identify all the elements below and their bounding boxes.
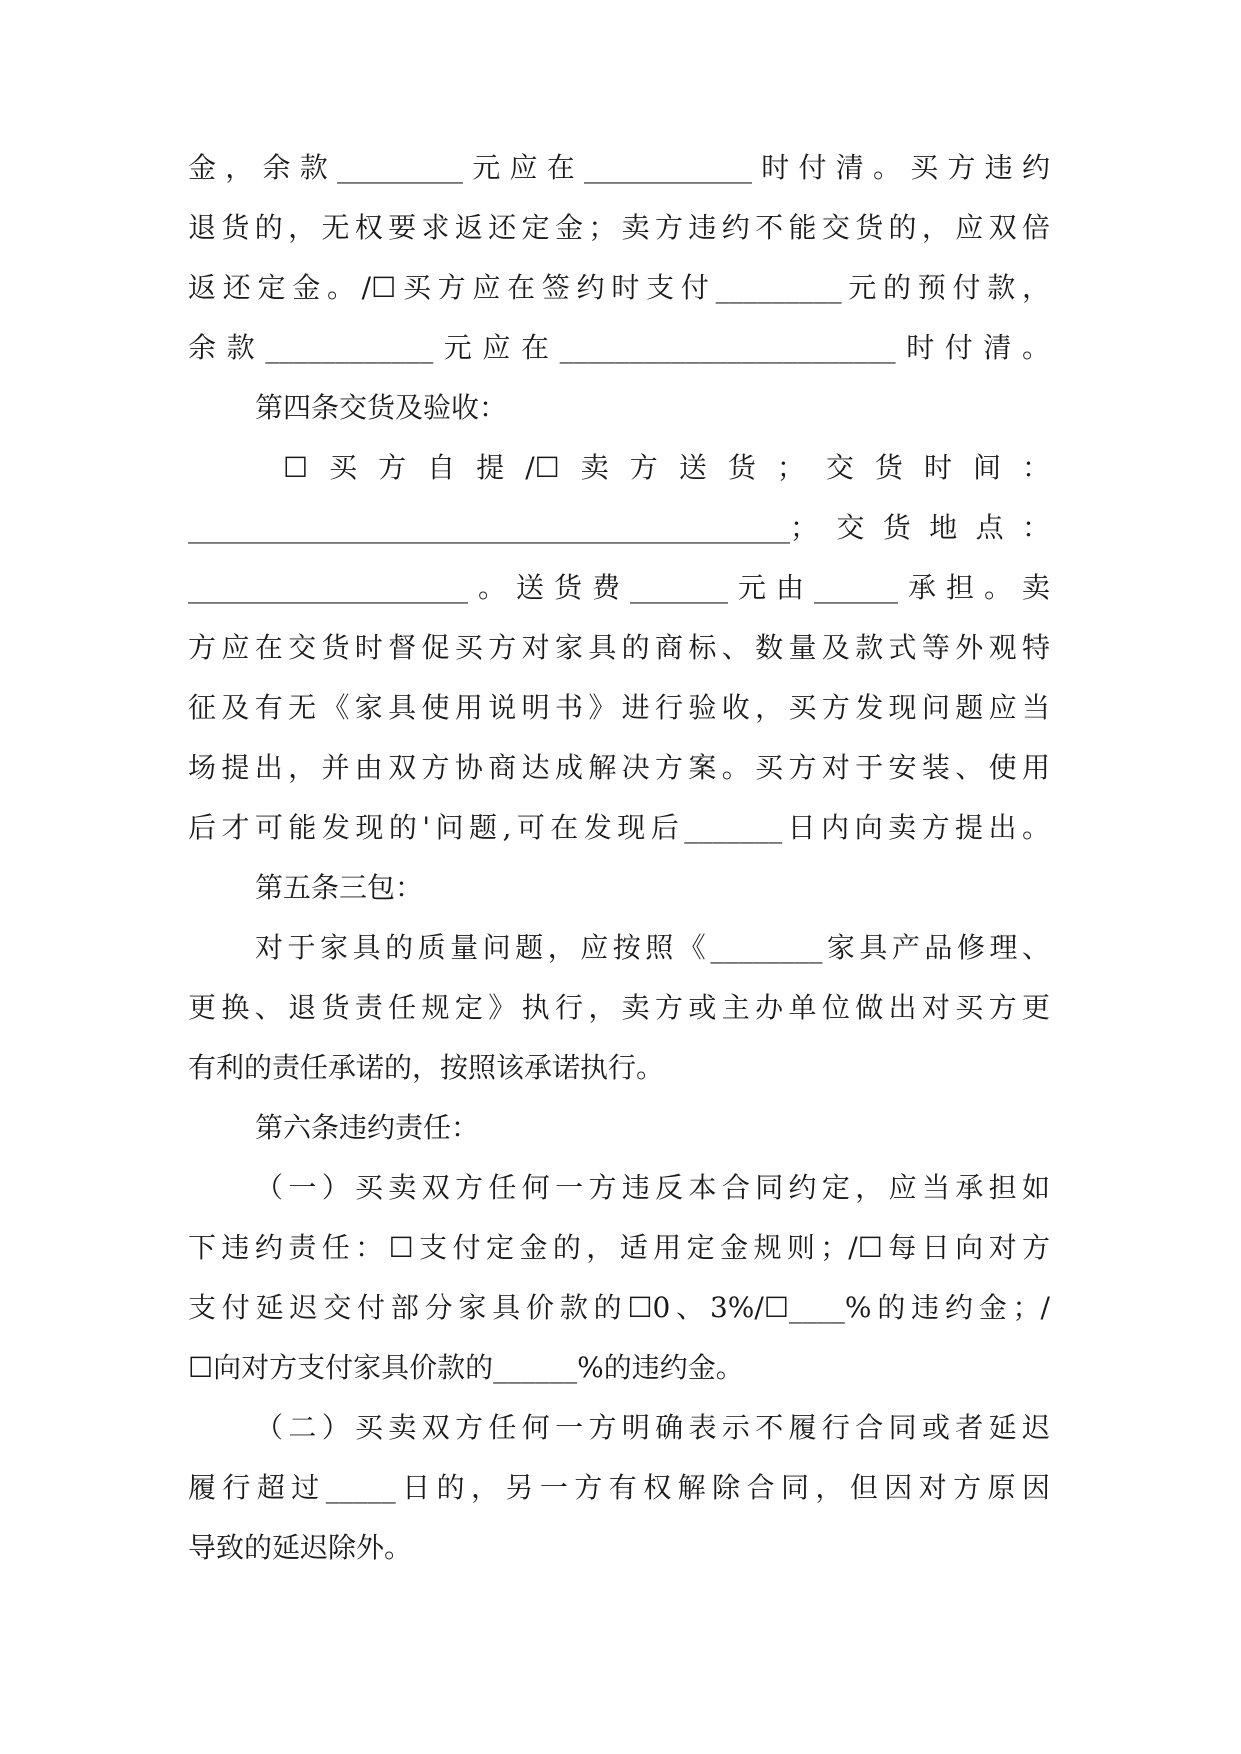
section-heading: 第四条交货及验收： — [255, 391, 508, 424]
paragraph-line: ____________________。送货费_______元由______承担。卖 — [188, 571, 1050, 604]
paragraph-line: 余款____________元应在________________________时付清。 — [188, 331, 1050, 364]
paragraph-line: 有利的责任承诺的，按照该承诺执行。 — [188, 1051, 665, 1084]
paragraph-line: 导致的延迟除外。 — [188, 1531, 413, 1564]
paragraph-line: 征及有无《家具使用说明书》进行验收，买方发现问题应当 — [188, 691, 1050, 724]
section-heading: 第六条违约责任： — [255, 1111, 480, 1144]
paragraph-line: ___________________________________________；交货地点： — [188, 511, 1050, 544]
paragraph-line: 更换、退货责任规定》执行，卖方或主办单位做出对买方更 — [188, 991, 1050, 1024]
paragraph-line: 退货的，无权要求返还定金；卖方违约不能交货的，应双倍 — [188, 211, 1050, 244]
paragraph-line: 对于家具的质量问题，应按照《________家具产品修理、 — [255, 931, 1050, 964]
paragraph-line: ☐买方自提/☐卖方送货；交货时间： — [283, 451, 1050, 484]
paragraph-line: 场提出，并由双方协商达成解决方案。买方对于安装、使用 — [188, 751, 1050, 784]
paragraph-line: 金，余款_________元应在____________时付清。买方违约 — [188, 151, 1050, 184]
paragraph-line: （二）买卖双方任何一方明确表示不履行合同或者延迟 — [255, 1411, 1050, 1444]
paragraph-line: （一）买卖双方任何一方违反本合同约定，应当承担如 — [255, 1171, 1050, 1204]
paragraph-line: 履行超过_____日的，另一方有权解除合同，但因对方原因 — [188, 1471, 1050, 1504]
paragraph-line: ☐向对方支付家具价款的______%的违约金。 — [188, 1351, 744, 1384]
paragraph-line: 方应在交货时督促买方对家具的商标、数量及款式等外观特 — [188, 631, 1050, 664]
paragraph-line: 支付延迟交付部分家具价款的☐0、3%/☐____%的违约金；/ — [188, 1291, 1050, 1324]
paragraph-line: 返还定金。/☐买方应在签约时支付_________元的预付款， — [188, 271, 1050, 304]
paragraph-line: 下违约责任：☐支付定金的，适用定金规则；/☐每日向对方 — [188, 1231, 1050, 1264]
section-heading: 第五条三包： — [255, 871, 424, 904]
paragraph-line: 后才可能发现的'问题,可在发现后_______日内向卖方提出。 — [188, 811, 1050, 844]
